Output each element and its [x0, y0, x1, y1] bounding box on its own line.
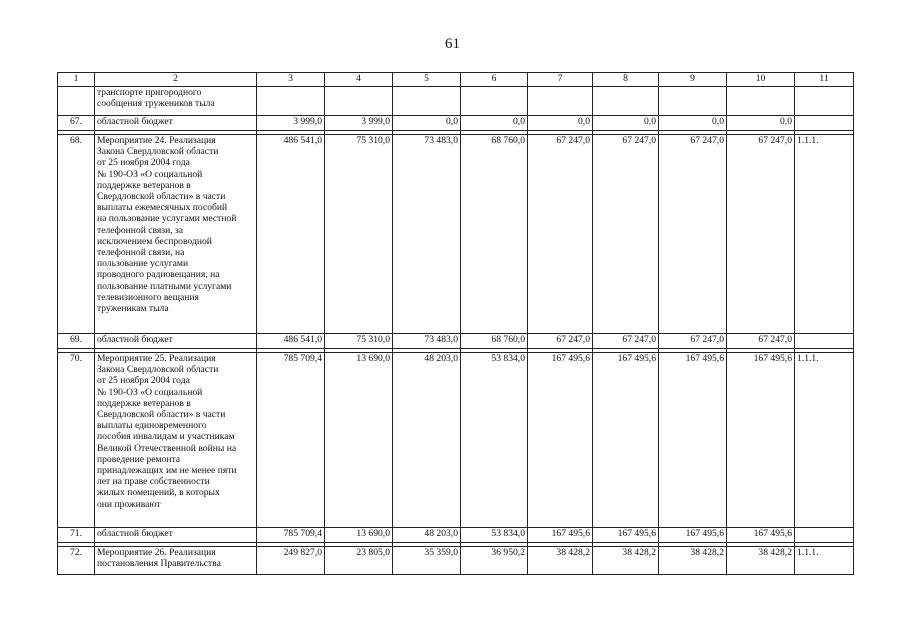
- value-cell: 38 428,2: [593, 547, 659, 575]
- column-header: 5: [393, 73, 461, 87]
- value-cell: 73 483,0: [393, 135, 461, 334]
- table-row: [58, 547, 854, 575]
- row-number-cell: 69.: [58, 334, 95, 349]
- row-name-cell: областной бюджет: [95, 116, 257, 131]
- value-cell: 67 247,0: [659, 135, 727, 334]
- value-cell: 167 495,6: [593, 353, 659, 528]
- target-cell: 1.1.1.: [795, 353, 854, 528]
- table-row: [58, 135, 854, 334]
- table-row: [58, 116, 854, 131]
- value-cell: 0,0: [528, 116, 593, 131]
- value-cell: 167 495,6: [727, 528, 795, 543]
- row-name-cell: транспорте пригородного сообщения тружеников тыла: [95, 87, 257, 116]
- column-header: 7: [528, 73, 593, 87]
- target-cell: 1.1.1.: [795, 135, 854, 334]
- value-cell: 3 999,0: [325, 116, 393, 131]
- value-cell: 23 805,0: [325, 547, 393, 575]
- value-cell: 167 495,6: [659, 353, 727, 528]
- column-header: 4: [325, 73, 393, 87]
- value-cell: 53 834,0: [461, 528, 528, 543]
- value-cell: 67 247,0: [528, 334, 593, 349]
- value-cell: 38 428,2: [659, 547, 727, 575]
- value-cell: 75 310,0: [325, 135, 393, 334]
- value-cell: 0,0: [461, 116, 528, 131]
- value-cell: 48 203,0: [393, 353, 461, 528]
- header-row: [58, 73, 854, 87]
- value-cell: 67 247,0: [727, 135, 795, 334]
- value-cell: 0,0: [593, 116, 659, 131]
- value-cell: 13 690,0: [325, 353, 393, 528]
- column-header: 3: [257, 73, 325, 87]
- value-cell: 785 709,4: [257, 353, 325, 528]
- table-body: [58, 87, 854, 575]
- column-header: 2: [95, 73, 257, 87]
- row-name-cell: Мероприятие 26. Реализация постановления Правительства: [95, 547, 257, 575]
- table-row: [58, 334, 854, 349]
- value-cell: 167 495,6: [528, 528, 593, 543]
- value-cell: 0,0: [393, 116, 461, 131]
- value-cell: 53 834,0: [461, 353, 528, 528]
- target-cell: [795, 116, 854, 131]
- value-cell: 48 203,0: [393, 528, 461, 543]
- column-header: 6: [461, 73, 528, 87]
- value-cell: 249 827,0: [257, 547, 325, 575]
- value-cell: 167 495,6: [727, 353, 795, 528]
- column-header: 11: [795, 73, 854, 87]
- target-cell: 1.1.1.: [795, 547, 854, 575]
- table-row: [58, 353, 854, 528]
- table-row: [58, 528, 854, 543]
- value-cell: 38 428,2: [727, 547, 795, 575]
- value-cell: 486 541,0: [257, 334, 325, 349]
- row-number-cell: 71.: [58, 528, 95, 543]
- value-cell: 167 495,6: [593, 528, 659, 543]
- value-cell: 75 310,0: [325, 334, 393, 349]
- value-cell: 38 428,2: [528, 547, 593, 575]
- row-name-cell: областной бюджет: [95, 528, 257, 543]
- value-cell: 167 495,6: [659, 528, 727, 543]
- row-name-cell: областной бюджет: [95, 334, 257, 349]
- continuation-row: [58, 87, 854, 116]
- column-header: 8: [593, 73, 659, 87]
- value-cell: 67 247,0: [659, 334, 727, 349]
- column-header: 1: [58, 73, 95, 87]
- row-number-cell: 70.: [58, 353, 95, 528]
- column-header: 9: [659, 73, 727, 87]
- value-cell: 68 760,0: [461, 135, 528, 334]
- value-cell: 13 690,0: [325, 528, 393, 543]
- column-header: 10: [727, 73, 795, 87]
- value-cell: 67 247,0: [727, 334, 795, 349]
- budget-table: [57, 72, 854, 575]
- row-number-cell: 68.: [58, 135, 95, 334]
- page-number: 61: [445, 36, 460, 52]
- value-cell: 67 247,0: [528, 135, 593, 334]
- row-number-cell: 67.: [58, 116, 95, 131]
- row-name-cell: Мероприятие 24. Реализация Закона Свердловской области от 25 ноября 2004 года № 190-ОЗ «О социальной поддержке ветеранов в Свердловской области» в части выплаты ежемесячных пособий на пользование услугами местной телефонной связи, за исключением беспроводной телефонной связи, на пользование услугами проводного радиовещания, на пользование платными услугами телевизионного вещания труженикам тыла: [95, 135, 257, 334]
- value-cell: 36 950,2: [461, 547, 528, 575]
- value-cell: 0,0: [727, 116, 795, 131]
- value-cell: 73 483,0: [393, 334, 461, 349]
- value-cell: 3 999,0: [257, 116, 325, 131]
- value-cell: 35 359,0: [393, 547, 461, 575]
- value-cell: 67 247,0: [593, 135, 659, 334]
- row-number-cell: [58, 87, 95, 116]
- target-cell: [795, 528, 854, 543]
- value-cell: 68 760,0: [461, 334, 528, 349]
- row-number-cell: 72.: [58, 547, 95, 575]
- value-cell: 0,0: [659, 116, 727, 131]
- target-cell: [795, 334, 854, 349]
- row-name-cell: Мероприятие 25. Реализация Закона Свердловской области от 25 ноября 2004 года № 190-ОЗ «О социальной поддержке ветеранов в Свердловской области» в части выплаты единовременного пособия инвалидам и участникам Великой Отечественной войны на проведение ремонта принадлежащих им не менее пяти лет на праве собственности жилых помещений, в которых они проживают: [95, 353, 257, 528]
- value-cell: 167 495,6: [528, 353, 593, 528]
- value-cell: 67 247,0: [593, 334, 659, 349]
- value-cell: 486 541,0: [257, 135, 325, 334]
- value-cell: 785 709,4: [257, 528, 325, 543]
